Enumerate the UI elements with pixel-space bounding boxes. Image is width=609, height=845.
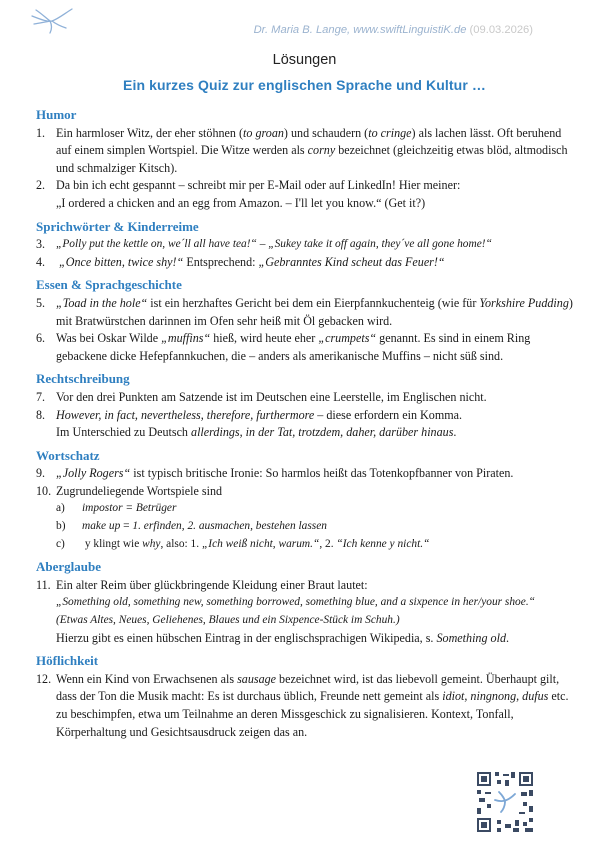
text-run: .	[506, 630, 510, 645]
text-run: hieß, wird heute eher	[210, 331, 319, 346]
text-run: Da bin ich echt gespannt – schreibt mir per E-Mail oder auf LinkedIn! Hier meiner:	[56, 178, 461, 193]
item-text	[56, 407, 576, 442]
item-text: Vor den drei Punkten am Satzende ist im Deutschen eine Leerstelle, im Englischen nicht.	[56, 389, 487, 404]
text-run: etc. zu beschimpfen, etwa um Teilnahme an deren Missgeschick zu signalisieren. Kontext, Tonfall, Körperhaltung und Gesichtsausdruck zeigen das an.	[56, 689, 569, 739]
item-number: 8.	[36, 407, 46, 422]
text-run: „Polly put the kettle on, we´ll all have tea!“	[56, 238, 257, 251]
sub-item-text	[82, 518, 327, 536]
date: (09.03.2026)	[469, 24, 533, 36]
list-item-3	[36, 236, 576, 254]
list-item-9	[36, 465, 576, 483]
section-heading-superstition: Aberglaube	[36, 559, 101, 575]
text-run: „muffins“	[161, 331, 211, 346]
item-text	[56, 254, 576, 272]
text-run: ) und schaudern (	[283, 125, 369, 140]
text-run: 1. erfinden, 2. ausmachen, bestehen lassen	[132, 520, 327, 533]
text-run: Was bei Oskar Wilde	[56, 331, 162, 346]
text-run: genannt. Es sind in einem Ring gebackene dicke Hefepfannkuchen, die – anders als amerikanische Muffins – nicht süß sind.	[56, 331, 531, 363]
section-heading-proverbs: Sprichwörter & Kinderreime	[36, 218, 199, 234]
list-item-12	[36, 671, 576, 741]
item-number: 12.	[36, 671, 52, 686]
text-run: “Ich kenne y nicht.“	[336, 537, 430, 550]
list-item-4	[36, 254, 576, 272]
item-number: 10.	[36, 483, 52, 498]
item-number: 3.	[36, 237, 46, 252]
sub-item-text	[82, 536, 429, 554]
text-run: Ein harmloser Witz, der eher stöhnen (	[56, 125, 244, 140]
author-website: Dr. Maria B. Lange, www.swiftLinguistiK.de	[253, 24, 467, 36]
item-text: Zugrundeliegende Wortspiele sind	[56, 483, 223, 498]
solutions-list	[36, 106, 576, 741]
text-run: make up	[82, 520, 121, 533]
list-item-6	[36, 330, 576, 365]
text-run: Something old	[436, 630, 507, 645]
item-number: 7.	[36, 389, 46, 404]
item-number: 5.	[36, 295, 46, 310]
text-run: Entsprechend:	[183, 254, 259, 269]
list-item-1	[36, 125, 576, 178]
text-run: , also: 1.	[160, 537, 202, 550]
text-run: „Gebranntes Kind scheut das Feuer!“	[258, 254, 445, 269]
item-number: 1.	[36, 125, 46, 140]
text-run: However, in fact, nevertheless, therefore, furthermore	[56, 407, 315, 422]
text-run: Wenn ein Kind von Erwachsenen als	[56, 671, 238, 686]
text-run: „Ich weiß nicht, warum.“	[201, 537, 320, 550]
item-text	[56, 177, 576, 212]
section-heading-food: Essen & Sprachgeschichte	[36, 277, 182, 293]
text-run: corny	[307, 143, 336, 158]
text-run: „Sukey take it off again, they´ve all gone home!“	[268, 238, 492, 251]
text-run: , 2.	[319, 537, 337, 550]
qr-code	[475, 770, 535, 834]
item-text: Ein alter Reim über glückbringende Kleidung einer Braut lautet:	[56, 577, 368, 592]
text-run: „crumpets“	[318, 331, 377, 346]
text-run: why	[142, 537, 161, 550]
text-run: –	[256, 238, 269, 251]
list-item-11	[36, 577, 576, 595]
rhyme-quote: „Something old, something new, something borrowed, something blue, and a sixpence in her/your shoe.“	[56, 596, 535, 609]
list-item-10	[36, 483, 576, 501]
text-run: – diese erfordern ein Komma.	[314, 407, 463, 422]
sub-item-c	[36, 536, 576, 554]
sub-item-letter: b)	[56, 520, 66, 533]
section-heading-spelling: Rechtschreibung	[36, 371, 130, 387]
page-title: Lösungen	[272, 52, 337, 68]
text-run: y klingt wie	[84, 537, 143, 550]
sub-item-a	[36, 500, 576, 518]
rhyme-translation: (Etwas Altes, Neues, Geliehenes, Blaues und ein Sixpence-Stück im Schuh.)	[56, 614, 400, 627]
list-item-2	[36, 177, 576, 212]
item-text	[56, 295, 576, 330]
text-run: Hierzu gibt es einen hübschen Eintrag in der englischsprachigen Wikipedia, s.	[56, 630, 437, 645]
swiftlinguistik-logo	[30, 6, 74, 34]
text-run: bezeichnet (gleichzeitig etwas blöd, altmodisch und schmalziger Kitsch).	[56, 143, 568, 175]
section-heading-humor: Humor	[36, 107, 77, 122]
text-run: =	[120, 520, 133, 533]
item-number: 9.	[36, 466, 46, 481]
text-run: „Jolly Rogers“	[56, 466, 131, 481]
sub-item-b	[36, 518, 576, 536]
wikipedia-note	[36, 630, 576, 648]
text-run: ) als lachen lässt. Oft beruhend auf einem simplen Wortspiel. Die Witze werden als	[56, 125, 562, 158]
text-run: Im Unterschied zu Deutsch	[56, 425, 192, 440]
item-number: 2.	[36, 178, 46, 193]
section-heading-words: Wortschatz	[36, 447, 100, 463]
list-item-5	[36, 295, 576, 330]
text-run: allerdings, in der Tat, trotzdem, daher, darüber hinaus	[191, 425, 454, 440]
text-run: ist typisch britische Ironie: So harmlos heißt das Totenkopfbanner von Piraten.	[130, 466, 514, 481]
item-text	[56, 330, 576, 365]
text-run: ist ein herzhaftes Gericht bei dem ein Eierpfannkuchenteig (wie für	[147, 295, 480, 310]
text-run: sausage	[237, 671, 277, 686]
page-subtitle: Ein kurzes Quiz zur englischen Sprache und Kultur …	[123, 77, 486, 93]
item-text	[56, 236, 576, 254]
text-run: idiot, ningnong, dufus	[442, 689, 549, 704]
text-run: to cringe	[368, 125, 412, 140]
text-run: Yorkshire Pudding	[479, 295, 569, 310]
item-number: 6.	[36, 331, 46, 346]
sub-item-text: impostor = Betrüger	[82, 502, 177, 515]
sub-item-letter: c)	[56, 537, 65, 550]
text-run: „Toad in the hole“	[56, 295, 148, 310]
author-line	[254, 24, 533, 36]
item-number: 11.	[36, 577, 51, 592]
text-run: .	[453, 425, 457, 440]
text-run: to groan	[243, 125, 284, 140]
item-text	[56, 125, 576, 178]
list-item-7	[36, 389, 576, 407]
text-run: bezeichnet wird, ist das liebevoll gemeint. Überhaupt gilt, dass der Ton die Musik macht: Es ist durchaus üblich, Freunde nett gemeint als	[56, 671, 560, 704]
item-text	[56, 671, 576, 741]
section-heading-politeness: Höflichkeit	[36, 653, 99, 669]
text-run: „Once bitten, twice shy!“	[59, 254, 184, 269]
sub-item-letter: a)	[56, 502, 65, 515]
item-number: 4.	[36, 254, 46, 269]
text-run: „I ordered a chicken and an egg from Amazon. – I'll let you know.“ (Get it?)	[56, 195, 426, 210]
item-text	[56, 465, 576, 483]
list-item-8	[36, 407, 576, 442]
text-run: ) mit Bratwürstchen darinnen im Ofen sehr heiß mit Öl gebacken wird.	[56, 295, 573, 328]
